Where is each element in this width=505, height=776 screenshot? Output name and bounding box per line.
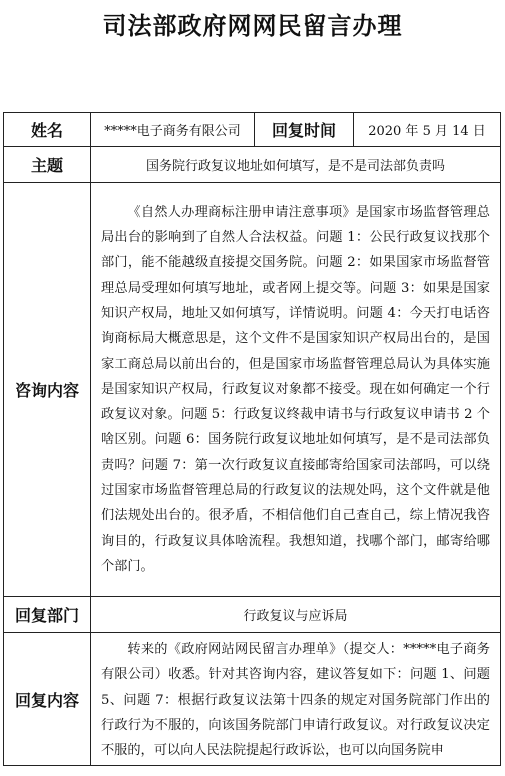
reply-cell bbox=[91, 633, 501, 766]
name-value: *****电子商务有限公司 bbox=[91, 113, 255, 147]
row-name bbox=[4, 113, 501, 147]
row-consult bbox=[4, 183, 501, 597]
subject-value: 国务院行政复议地址如何填写，是不是司法部负责吗 bbox=[91, 147, 501, 183]
page-title: 司法部政府网网民留言办理 bbox=[102, 12, 403, 40]
subject-label: 主题 bbox=[4, 147, 91, 183]
row-reply bbox=[4, 633, 501, 766]
consult-cell bbox=[91, 183, 501, 597]
consult-label: 咨询内容 bbox=[4, 183, 91, 597]
consult-text: 《自然人办理商标注册申请注意事项》是国家市场监督管理总局出台的影响到了自然人合法权益。问题 1：公民行政复议找那个部门，能不能越级直接提交国务院。问题 2：如果国家市场监督管理总局受理如何填写地址，或者网上提交等。问题 3：如果是国家知识产权局，地址又如何填写，详情说明。问题 4：今天打电话咨询商标局大概意思是，这个文件不是国家知识产权局出台的，是国家工商总局以前出台的，但是国家市场监督管理总局认为具体实施是国家知识产权局，行政复议对象都不接受。现在如何确定一个行政复议对象。问题 5：行政复议终裁申请书与行政复议申请书 2 个啥区别。问题 6：国务院行政复议地址如何填写，是不是司法部负责吗？问题 7：第一次行政复议直接邮寄给国家司法部吗，可以绕过国家市场监督管理总局的行政复议的法规处吗，这个文件就是他们法规处出台的。很矛盾，不相信他们自己查自己，综上情况我咨询目的，行政复议具体啥流程。我想知道，找哪个部门，邮寄给哪个部门。 bbox=[101, 204, 490, 574]
row-subject bbox=[4, 147, 501, 183]
dept-value: 行政复议与应诉局 bbox=[91, 597, 501, 633]
row-dept bbox=[4, 597, 501, 633]
reply-time-label: 回复时间 bbox=[255, 113, 354, 147]
dept-label: 回复部门 bbox=[4, 597, 91, 633]
reply-text: 转来的《政府网站网民留言办理单》（提交人：*****电子商务有限公司）收悉。针对其咨询内容，建议答复如下：问题 1、问题 5、问题 7：根据行政复议法第十四条的规定对国务院部门作出的行政行为不服的，向该国务院部门申请行政复议。对行政复议决定不服的，可以向人民法院提起行政诉讼，也可以向国务院申 bbox=[101, 642, 490, 759]
reply-time-value: 2020 年 5 月 14 日 bbox=[354, 113, 501, 147]
reply-label: 回复内容 bbox=[4, 633, 91, 766]
message-form-table bbox=[3, 112, 501, 766]
name-label: 姓名 bbox=[4, 113, 91, 147]
